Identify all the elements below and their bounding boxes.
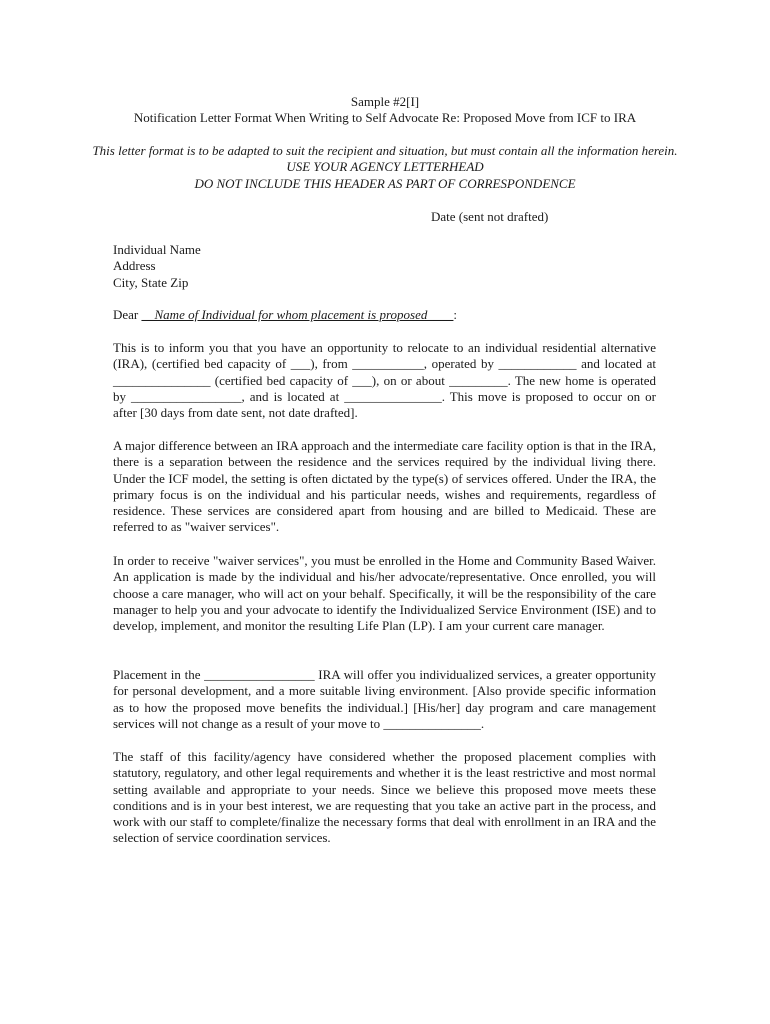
salutation-name-placeholder: __Name of Individual for whom placement is proposed____	[141, 307, 454, 322]
date-line: Date (sent not drafted)	[431, 209, 549, 224]
paragraph-waiver-services: In order to receive "waiver services", you must be enrolled in the Home and Community Based Waiver. An application is made by the individual and his/her advocate/representative. Once enrolled, you will choose a care manager, who will act on your behalf. Specifically, it will be the responsibility of the care manager to help you and your advocate to identify the Individualized Service Environment (ISE) and to develop, implement, and monitor the resulting Life Plan (LP). I am your current care manager.	[113, 553, 656, 634]
recipient-city-state-zip: City, State Zip	[113, 274, 189, 290]
instruction-notice	[0, 143, 770, 192]
salutation-prefix: Dear	[113, 307, 142, 322]
paragraph-staff-consideration: The staff of this facility/agency have considered whether the proposed placement complies with statutory, regulatory, and other legal requirements and whether it is the least restrictive and most normal setting available and appropriate to your needs. Since we believe this proposed move meets these conditions and is in your best interest, we are requesting that you take an active part in the process, and work with our staff to complete/finalize the necessary forms that deal with enrollment in an IRA and the selection of service coordination services.	[113, 749, 656, 846]
recipient-name: Individual Name	[113, 242, 201, 257]
recipient-address	[113, 242, 201, 291]
salutation	[113, 307, 457, 323]
recipient-street: Address	[113, 258, 156, 274]
paragraph-relocation-offer: This is to inform you that you have an opportunity to relocate to an individual residential alternative (IRA), (certified bed capacity of ___), from ___________, operated by ____________ and located at _______________ (certified bed capacity of ___), on or about _________. The new home is operated by _________________, and is located at _______________. This move is proposed to occur on or after [30 days from date sent, not date drafted].	[113, 340, 656, 421]
notice-line-exclude-header: DO NOT INCLUDE THIS HEADER AS PART OF CORRESPONDENCE	[194, 175, 576, 191]
salutation-suffix: :	[453, 307, 457, 322]
document-title: Notification Letter Format When Writing to Self Advocate Re: Proposed Move from ICF to IRA	[133, 110, 637, 125]
sample-label: Sample #2[I]	[350, 94, 420, 109]
paragraph-placement-benefits: Placement in the _________________ IRA will offer you individualized services, a greater opportunity for personal development, and a more suitable living environment. [Also provide specific information as to how the proposed move benefits the individual.] [His/her] day program and care management services will not change as a result of your move to _______________.	[113, 667, 656, 731]
notice-line-letterhead: USE YOUR AGENCY LETTERHEAD	[286, 159, 484, 175]
paragraph-ira-vs-icf: A major difference between an IRA approach and the intermediate care facility option is that in the IRA, there is a separation between the residence and the services required by the individual living there. Under the ICF model, the setting is often dictated by the type(s) of services offered. Under the IRA, the primary focus is on the individual and his particular needs, wishes and requirements, regardless of residence. These services are considered apart from housing and are billed to Medicaid. These are referred to as "waiver services".	[113, 438, 656, 535]
notice-line-adapt: This letter format is to be adapted to suit the recipient and situation, but must contain all the information herein.	[92, 143, 678, 158]
